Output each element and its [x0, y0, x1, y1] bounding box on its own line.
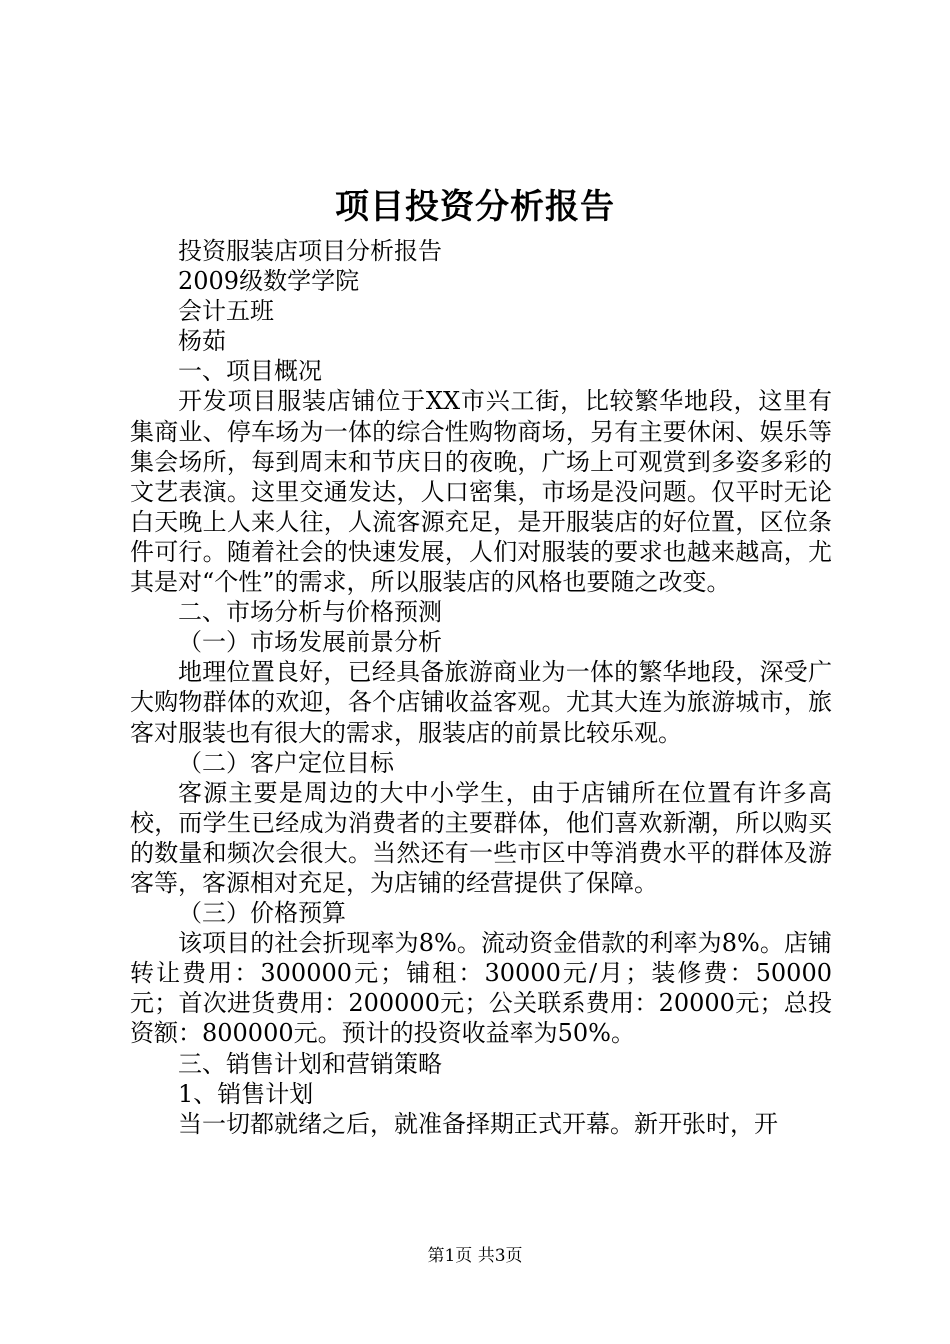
subheading-prospects: （一）市场发展前景分析: [178, 628, 442, 657]
subheading-sales-plan: 1、销售计划: [178, 1079, 314, 1108]
paragraph-customers: 客源主要是周边的大中小学生，由于店铺所在位置有许多高校，而学生已经成为消费者的主要群体，他们喜欢新潮，所以购买的数量和频次会很大。当然还有一些市区中等消费水平的群体及游客等，客源相对充足，为店铺的经营提供了保障。: [130, 778, 832, 897]
paragraph-sales-plan: 当一切都就绪之后，就准备择期正式开幕。新开张时，开: [178, 1109, 778, 1138]
author-grade-line: 2009级数学学院: [178, 267, 360, 296]
subtitle-line: 投资服装店项目分析报告: [178, 237, 442, 265]
paragraph-overview: 开发项目服装店铺位于XX市兴工街，比较繁华地段，这里有集商业、停车场为一体的综合性购物商场，另有主要休闲、娱乐等集会场所，每到周末和节庆日的夜晚，广场上可观赏到多姿多彩的文艺表演。这里交通发达，人口密集，市场是没问题。仅平时无论白天晚上人来人往，人流客源充足，是开服装店的好位置，区位条件可行。随着社会的快速发展，人们对服装的要求也越来越高，尤其是对“个性”的需求，所以服装店的风格也要随之改变。: [130, 387, 832, 597]
document-title: 项目投资分析报告: [335, 187, 615, 227]
page-footer: 第1页 共3页: [427, 1246, 523, 1266]
section-heading-sales: 三、销售计划和营销策略: [178, 1049, 442, 1078]
document-body: [130, 236, 832, 1139]
author-class-line: 会计五班: [178, 297, 274, 326]
paragraph-prospects: 地理位置良好，已经具备旅游商业为一体的繁华地段，深受广大购物群体的欢迎，各个店铺收益客观。尤其大连为旅游城市，旅客对服装也有很大的需求，服装店的前景比较乐观。: [130, 658, 832, 747]
author-name-line: 杨茹: [178, 327, 226, 356]
section-heading-market: 二、市场分析与价格预测: [178, 598, 442, 627]
subheading-budget: （三）价格预算: [178, 899, 346, 928]
subheading-customers: （二）客户定位目标: [178, 748, 394, 777]
section-heading-overview: 一、项目概况: [178, 357, 322, 386]
paragraph-budget: 该项目的社会折现率为8%。流动资金借款的利率为8%。店铺转让费用：300000元；铺租：30000元/月；装修费：50000元；首次进货费用：200000元；公关联系费用：20000元；总投资额：800000元。预计的投资收益率为50%。: [130, 929, 832, 1048]
